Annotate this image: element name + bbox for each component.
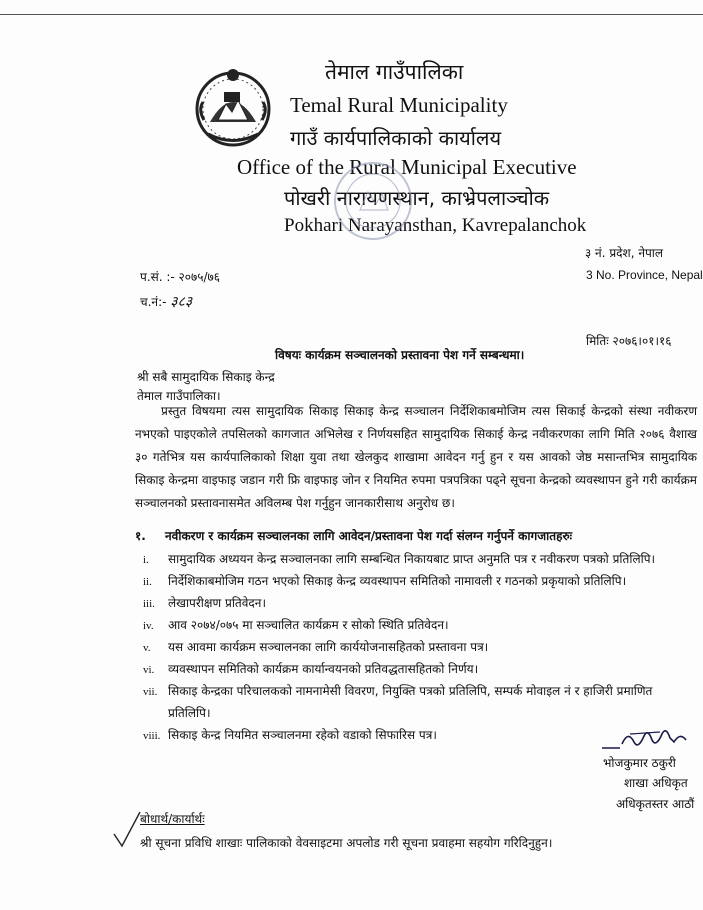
section-heading (135, 527, 572, 544)
recipient-line-1: श्री सबै सामुदायिक सिकाइ केन्द्र (137, 370, 275, 384)
list-item (143, 660, 478, 677)
address-en: Pokhari Narayansthan, Kavrepalanchok (284, 215, 587, 236)
item-text: सिकाइ केन्द्रका परिचालकको नामनामेसी विवरण, नियुक्ति पत्रको प्रतिलिपि, सम्पर्क मोवाइल नं र हाजिरी प्रमाणित (168, 684, 653, 698)
check-mark-icon (112, 810, 142, 850)
item-number: v. (143, 642, 151, 654)
office-name-en: Office of the Rural Municipal Executive (237, 155, 577, 179)
municipality-name-en: Temal Rural Municipality (290, 93, 508, 117)
list-item (143, 726, 437, 743)
list-item (143, 616, 449, 633)
office-name-np: गाउँ कार्यपालिकाको कार्यालय (290, 126, 502, 150)
section-number: १. (135, 529, 146, 543)
dispatch-number-label: च.नं:- (140, 295, 171, 309)
item-number: iv. (143, 620, 154, 632)
signatory-level: अधिकृतस्तर आठौं (616, 797, 695, 811)
province-en: 3 No. Province, Nepal (586, 268, 703, 282)
item-number: vi. (143, 664, 155, 676)
province-np: ३ नं. प्रदेश, नेपाल (585, 246, 664, 260)
signatory-name: भोजकुमार ठकुरी (603, 756, 676, 770)
handwritten-signature (600, 722, 695, 754)
letter-date: मितिः २०७६।०१।१६ (586, 334, 672, 348)
scan-top-border (0, 0, 703, 15)
section-title: नवीकरण र कार्यक्रम सञ्चालनका लागि आवेदन/प्रस्तावना पेश गर्दा संलग्न गर्नुपर्ने कागजातहरुः (165, 529, 573, 543)
signatory-designation: शाखा अधिकृत (624, 776, 688, 790)
reference-number: प.सं. :- २०७५/७६ (140, 270, 221, 284)
item-text: सिकाइ केन्द्र नियमित सञ्चालनमा रहेको वडाको सिफारिस पत्र। (168, 728, 437, 742)
recipient-line-2: तेमाल गाउँपालिका। (137, 389, 221, 403)
item-text: सामुदायिक अध्ययन केन्द्र सञ्चालनका लागि सम्बन्धित निकायबाट प्राप्त अनुमति पत्र र नवीकरण पत्रको प्रतिलिपि। (168, 552, 656, 566)
list-item (143, 550, 655, 567)
item-number: i. (143, 554, 149, 566)
item-number: vii. (143, 686, 158, 698)
cc-line: श्री सूचना प्रविधि शाखाः पालिकाको वेवसाइटमा अपलोड गरी सूचना प्रवाहमा सहयोग गरिदिनुहुन। (140, 836, 553, 850)
office-stamp-seal (330, 158, 416, 244)
body-text: प्रस्तुत विषयमा त्यस सामुदायिक सिकाइ सिकाइ केन्द्र सञ्चालन निर्देशिकाबमोजिम त्यस सिकाई केन्द्रको संस्था नवीकरण नभएको पाइएकोले तपसिलको कागजात अभिलेख र निर्णयसहित सामुदायिक सिकाई केन्द्र नवीकरणका लागि मिति २०७६ वैशाख ३० गतेभित्र यस कार्यपालिकाको शिक्षा युवा तथा खेलकुद शाखामा आवेदन गर्नु हुन र यस आवको जेष्ठ मसान्तभित्र सामुदायिक सिकाइ केन्द्रमा वाइफाइ जडान गरी फ्रि वाइफाइ जोन र नियमित रुपमा पत्रपत्रिका पढ्ने सूचना केन्द्रको व्यवस्थापन हुने गरी कार्यक्रम सञ्चालनको प्रस्तावनासमेत अविलम्ब पेश गर्नुहुन जानकारीसाथ अनुरोध छ। (135, 404, 697, 510)
nepal-emblem-logo (188, 62, 278, 152)
subject-line: विषयः कार्यक्रम सञ्चालनको प्रस्तावना पेश गर्ने सम्बन्धमा। (275, 348, 525, 362)
item-text: लेखापरीक्षण प्रतिवेदन। (168, 596, 267, 610)
municipality-name-np: तेमाल गाउँपालिका (325, 60, 464, 84)
list-item (143, 572, 626, 589)
dispatch-number (140, 292, 192, 311)
item-text: व्यवस्थापन समितिको कार्यक्रम कार्यान्वयनको प्रतिवद्धतासहितको निर्णय। (168, 662, 479, 676)
item-number: iii. (143, 598, 155, 610)
item-number: viii. (143, 730, 161, 742)
address-np: पोखरी नारायणस्थान, काभ्रेपलाञ्चोक (284, 186, 550, 210)
list-item (143, 638, 488, 655)
list-item-continuation: प्रतिलिपि। (168, 706, 211, 720)
dispatch-number-handwritten: ३८३ (170, 294, 193, 310)
list-item (143, 682, 652, 699)
item-text: निर्देशिकाबमोजिम गठन भएको सिकाइ केन्द्र व्यवस्थापन समितिको नामावली र गठनको प्रकृयाको प्रतिलिपि। (168, 574, 627, 588)
item-number: ii. (143, 576, 152, 588)
list-item (143, 594, 266, 611)
cc-label: बोधार्थ/कार्यार्थः (140, 812, 205, 826)
item-text: यस आवमा कार्यक्रम सञ्चालनका लागि कार्ययोजनासहितको प्रस्तावना पत्र। (168, 640, 489, 654)
body-paragraph (135, 400, 697, 515)
item-text: आव २०७४/०७५ मा सञ्चालित कार्यक्रम र सोको स्थिति प्रतिवेदन। (168, 618, 449, 632)
